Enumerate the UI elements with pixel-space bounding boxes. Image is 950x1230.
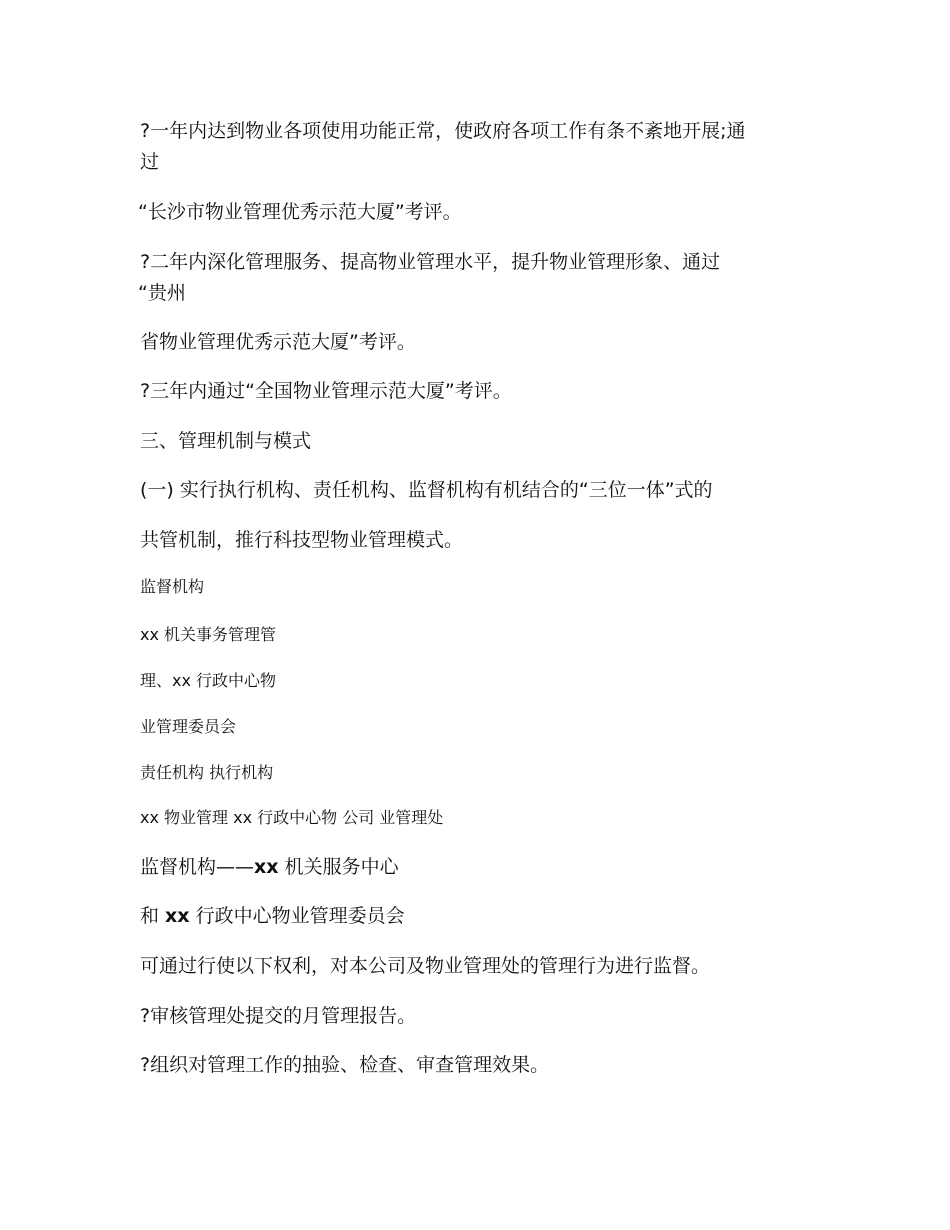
committee-bold-xx: xx <box>165 905 190 927</box>
supervision-suffix: 机关服务中心 <box>278 856 399 878</box>
subsection-one-line-1: (一) 实行执行机构、责任机构、监督机构有机结合的“三位一体”式的 <box>140 479 713 501</box>
section-heading-management-mechanism: 三、管理机制与模式 <box>140 430 312 452</box>
right-inspection-line: ?组织对管理工作的抽验、检查、审查管理效果。 <box>140 1054 550 1076</box>
goal-year-two-line-3: 省物业管理优秀示范大厦”考评。 <box>140 331 416 353</box>
subsection-one-line-2: 共管机制，推行科技型物业管理模式。 <box>140 529 464 551</box>
committee-suffix: 行政中心物业管理委员会 <box>189 905 405 927</box>
supervision-agency-line <box>140 858 399 877</box>
rights-intro-line: 可通过行使以下权利，对本公司及物业管理处的管理行为进行监督。 <box>140 955 711 977</box>
supervision-bold-xx: xx <box>254 856 279 878</box>
diagram-text-line-2: 理、xx 行政中心物 <box>140 671 277 690</box>
diagram-text-line-1: xx 机关事务管理管 <box>140 625 277 644</box>
goal-year-three-line: ?三年内通过“全国物业管理示范大厦”考评。 <box>140 380 512 402</box>
diagram-text-line-4: xx 物业管理 xx 行政中心物 公司 业管理处 <box>140 808 444 827</box>
committee-prefix: 和 <box>140 905 166 927</box>
committee-line <box>140 907 405 926</box>
right-review-report-line: ?审核管理处提交的月管理报告。 <box>140 1005 417 1027</box>
goal-year-two-line-1: ?二年内深化管理服务、提高物业管理水平，提升物业管理形象、通过 <box>140 251 721 273</box>
diagram-text-line-3: 业管理委员会 <box>140 717 237 736</box>
goal-year-one-line-3: “长沙市物业管理优秀示范大厦”考评。 <box>138 201 462 223</box>
goal-year-two-line-2: “贵州 <box>138 282 186 304</box>
diagram-label-supervision: 监督机构 <box>140 577 205 596</box>
diagram-label-responsibility-execution: 责任机构 执行机构 <box>140 763 274 782</box>
goal-year-one-line-1: ?一年内达到物业各项使用功能正常，使政府各项工作有条不紊地开展;通 <box>140 120 746 142</box>
goal-year-one-line-2: 过 <box>140 151 160 173</box>
supervision-prefix: 监督机构—— <box>140 856 255 878</box>
